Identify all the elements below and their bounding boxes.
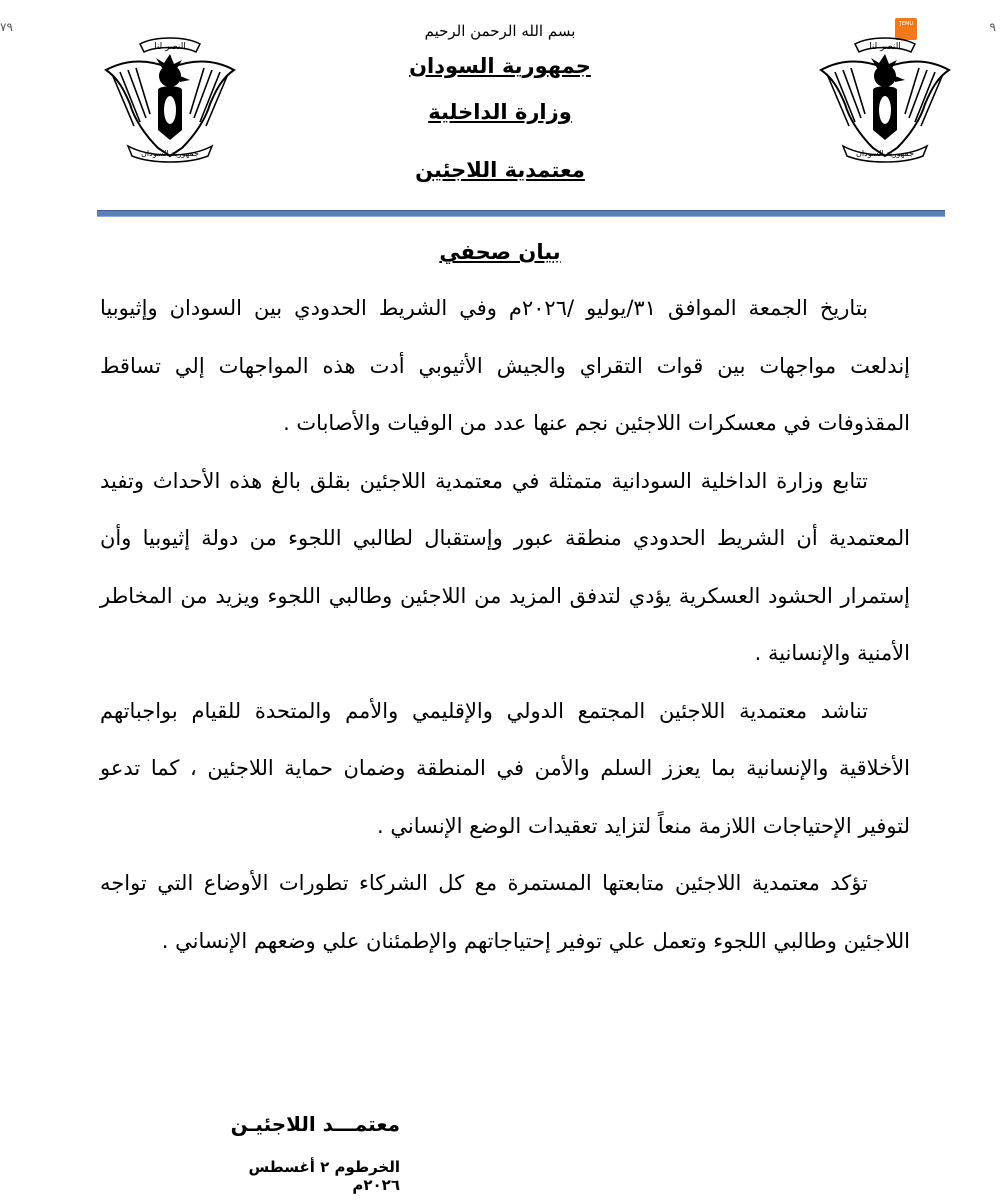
signature: معتمـــد اللاجئيـن <box>230 1112 400 1136</box>
republic-name: جمهورية السودان <box>409 54 591 78</box>
temu-badge-icon: ِTEMU <box>895 18 917 40</box>
page-edge-number-left: ٧٩ <box>0 20 13 34</box>
sudan-emblem-left <box>100 30 240 170</box>
letterhead <box>300 22 700 182</box>
emblem-base-text: جمهورية السودان <box>856 149 914 158</box>
sudan-emblem-right <box>815 30 955 170</box>
paragraph-1: بتاريخ الجمعة الموافق ٣١/يوليو /٢٠٢٦م وفي الشريط الحدودي بين السودان وإثيوبيا إندلعت مواجهات بين قوات التقراي والجيش الأثيوبي أدت هذه المواجهات إلي تساقط المقذوفات في معسكرات اللاجئين نجم عنها عدد من الوفيات والأصابات . <box>100 296 910 435</box>
page-edge-number-right: ٩ <box>989 20 996 34</box>
date-line: الخرطوم ٢ أغسطس ٢٠٢٦م <box>248 1158 400 1194</box>
basmala: بسم الله الرحمن الرحيم <box>424 22 576 40</box>
paragraph-3: تناشد معتمدية اللاجئين المجتمع الدولي والإقليمي والأمم والمتحدة للقيام بواجباتهم الأخلاقية والإنسانية بما يعزز السلم والأمن في المنطقة وضمان حماية اللاجئين ، كما تدعو لتوفير الإحتياجات اللازمة منعاً لتزايد تعقيدات الوضع الإنساني . <box>100 698 910 838</box>
commission-name: معتمدية اللاجئين <box>415 158 585 182</box>
emblem-base-text: جمهورية السودان <box>141 149 199 158</box>
statement-body <box>100 280 910 970</box>
ministry-name: وزارة الداخلية <box>428 100 572 124</box>
paragraph-4: تؤكد معتمدية اللاجئين متابعتها المستمرة مع كل الشركاء تطورات الأوضاع التي تواجه اللاجئين وطالبي اللجوء وتعمل علي توفير إحتياجاتهم والإطمئنان علي وضعهم الإنساني . <box>100 871 910 953</box>
header-divider <box>97 210 945 217</box>
emblem-motto-text: النصر لنا <box>869 42 901 52</box>
paragraph-2: تتابع وزارة الداخلية السودانية متمثلة في معتمدية اللاجئين بقلق بالغ هذه الأحداث وتفيد المعتمدية أن الشريط الحدودي منطقة عبور وإستقبال لطالبي اللجوء من دولة إثيوبيا وأن إستمرار الحشود العسكرية يؤدي لتدفق المزيد من اللاجئين وطالبي اللجوء ويزيد من المخاطر الأمنية والإنسانية . <box>100 468 910 665</box>
press-release-title: بيان صحفي <box>439 240 561 264</box>
emblem-motto-text: النصر لنا <box>154 42 186 52</box>
